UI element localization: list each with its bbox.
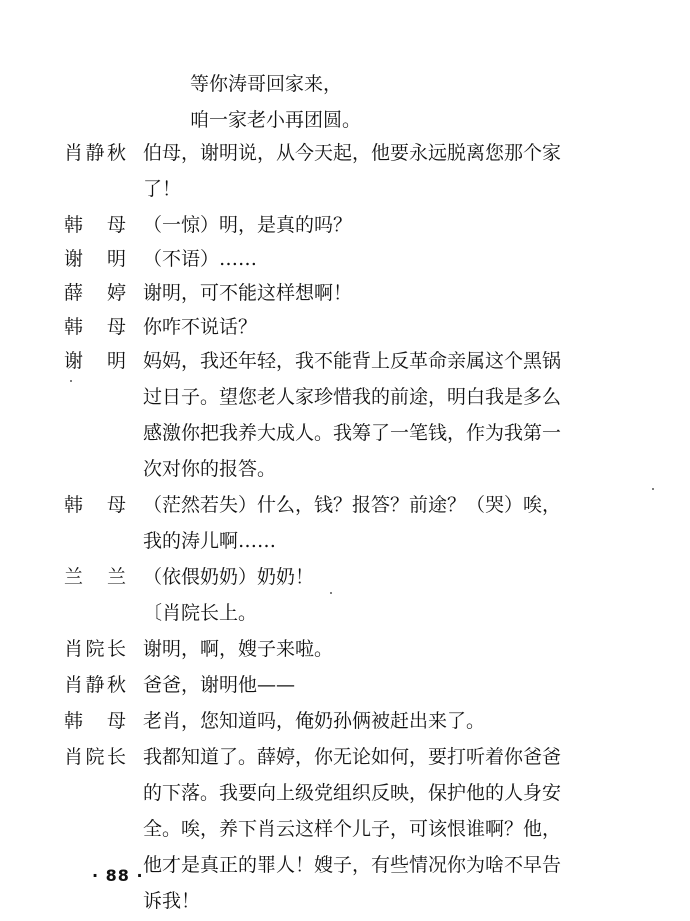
speech-line: 谢明，啊，嫂子来啦。 [143,638,334,660]
speech-line: 诉我！ [143,890,201,912]
speaker-name: 肖院长 [64,746,126,768]
speech-line: 次对你的报答。 [143,458,277,480]
speech-line: （茫然若失）什么，钱？报答？前途？（哭）唉， [143,494,562,516]
speaker-name: 韩 母 [64,494,126,516]
speech-line: 了！ [143,178,182,200]
verse-line: 等你涛哥回家来， [190,73,343,95]
speech-line: 老肖，您知道吗，俺奶孙俩被赶出来了。 [143,710,486,732]
speech-line: 谢明，可不能这样想啊！ [143,282,353,304]
scan-speck [70,380,72,382]
speaker-name: 肖静秋 [64,142,126,164]
speaker-name: 薛 婷 [64,282,126,304]
stage-direction: 〔肖院长上。 [143,602,258,624]
speaker-name: 肖院长 [64,638,126,660]
speaker-name: 谢 明 [64,350,126,372]
speech-line: （一惊）明，是真的吗？ [143,214,353,236]
speech-line: 全。唉，养下肖云这样个儿子，可该恨谁啊？他， [143,818,562,840]
speech-line: 感激你把我养大成人。我筹了一笔钱，作为我第一 [143,422,562,444]
speech-line: 他才是真正的罪人！嫂子，有些情况你为啥不早告 [143,854,562,876]
speaker-name: 韩 母 [64,316,126,338]
speech-line: 我的涛儿啊…… [143,530,277,552]
speech-line: 你咋不说话？ [143,316,258,338]
verse-line: 咱一家老小再团圆。 [190,109,362,131]
page-number: · 88 · [92,866,144,885]
speech-line: 过日子。望您老人家珍惜我的前途，明白我是多么 [143,386,562,408]
speech-line: 的下落。我要向上级党组织反映，保护他的人身安 [143,782,562,804]
speech-line: 伯母，谢明说，从今天起，他要永远脱离您那个家 [143,142,562,164]
speech-line: 妈妈，我还年轻，我不能背上反革命亲属这个黑锅 [143,350,562,372]
scan-speck [652,488,654,490]
scan-speck [330,592,332,594]
speaker-name: 肖静秋 [64,674,126,696]
speech-line: 爸爸，谢明他—— [143,674,296,696]
speech-line: （不语）…… [143,248,258,270]
speech-line: （依偎奶奶）奶奶！ [143,566,315,588]
speaker-name: 兰 兰 [64,566,126,588]
speaker-name: 谢 明 [64,248,126,270]
speaker-name: 韩 母 [64,214,126,236]
speaker-name: 韩 母 [64,710,126,732]
speech-line: 我都知道了。薛婷，你无论如何，要打听着你爸爸 [143,746,562,768]
